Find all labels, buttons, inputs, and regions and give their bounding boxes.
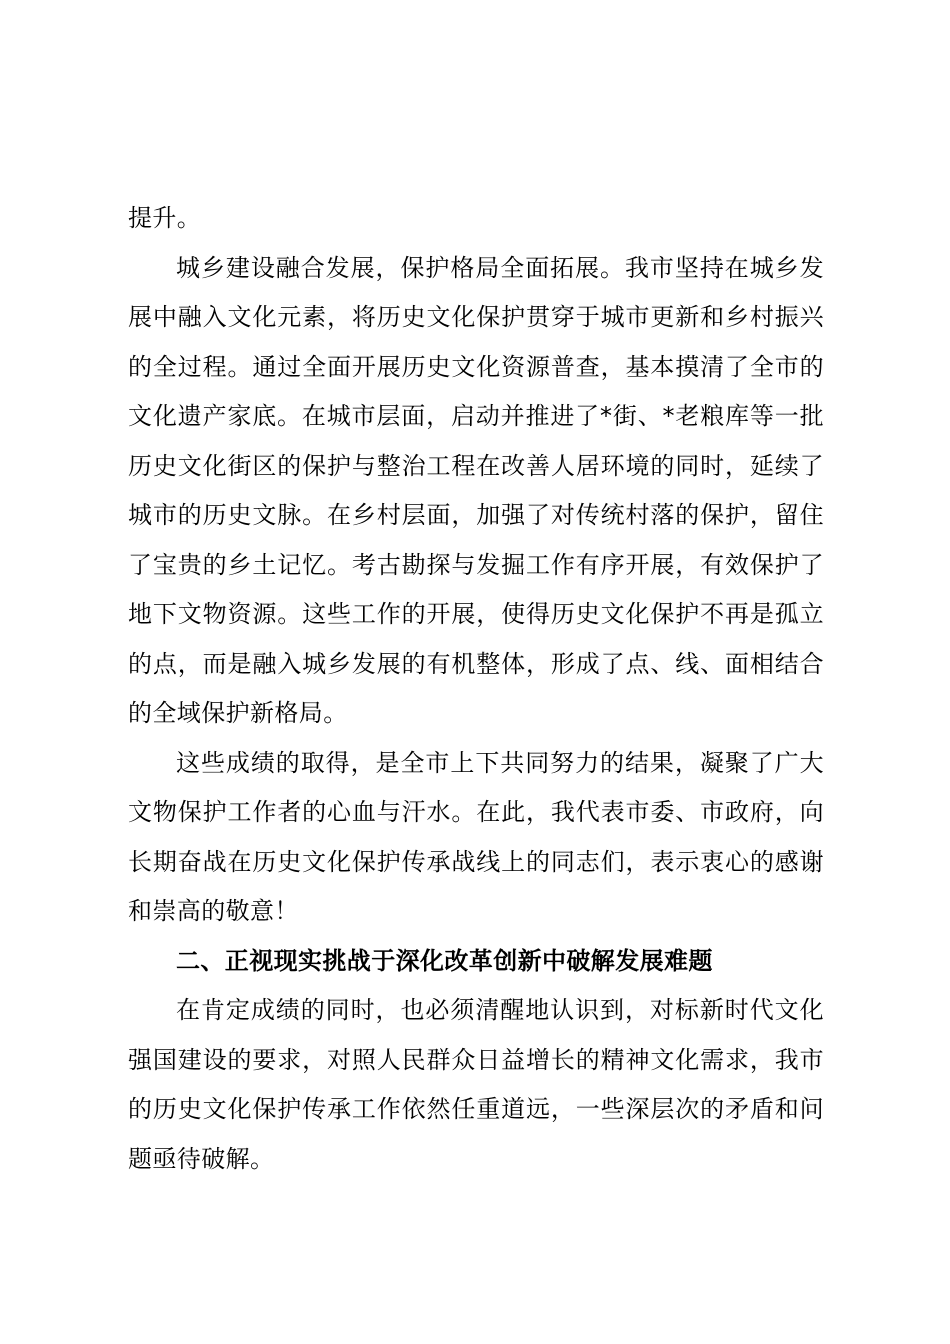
document-body bbox=[128, 194, 824, 1184]
paragraph-urban-rural-protection: 城乡建设融合发展，保护格局全面拓展。我市坚持在城乡发展中融入文化元素，将历史文化保护贯穿于城市更新和乡村振兴的全过程。通过全面开展历史文化资源普查，基本摸清了全市的文化遗产家底。在城市层面，启动并推进了*街、*老粮库等一批历史文化街区的保护与整治工程在改善人居环境的同时，延续了城市的历史文脉。在乡村层面，加强了对传统村落的保护，留住了宝贵的乡土记忆。考古勘探与发掘工作有序开展，有效保护了地下文物资源。这些工作的开展，使得历史文化保护不再是孤立的点，而是融入城乡发展的有机整体，形成了点、线、面相结合的全域保护新格局。 bbox=[128, 253, 824, 727]
paragraph-challenges: 在肯定成绩的同时，也必须清醒地认识到，对标新时代文化强国建设的要求，对照人民群众日益增长的精神文化需求，我市的历史文化保护传承工作依然任重道远，一些深层次的矛盾和问题亟待破解。 bbox=[128, 996, 824, 1173]
paragraph-acknowledgement: 这些成绩的取得，是全市上下共同努力的结果，凝聚了广大文物保护工作者的心血与汗水。在此，我代表市委、市政府，向长期奋战在历史文化保护传承战线上的同志们，表示衷心的感谢和崇高的敬意！ bbox=[128, 748, 824, 925]
paragraph-continuation: 提升。 bbox=[128, 204, 202, 232]
section-heading-2: 二、正视现实挑战于深化改革创新中破解发展难题 bbox=[176, 946, 713, 975]
